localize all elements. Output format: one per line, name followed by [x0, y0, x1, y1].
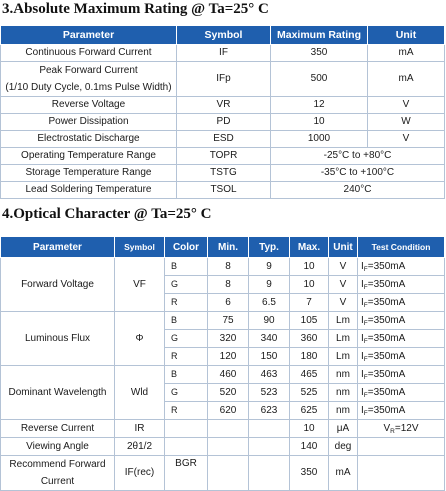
min-cell: 8 [208, 258, 249, 276]
rating-cell: -25°C to +80°C [271, 148, 445, 165]
min-cell: 6 [208, 294, 249, 312]
test-condition-cell: $I_F=350mA$ [358, 276, 445, 294]
color-cell: BGR [165, 456, 208, 491]
parameter-label-line1: Recommend Forward [9, 459, 106, 470]
min-cell: 75 [208, 312, 249, 330]
test-condition-cell [358, 456, 445, 491]
table-row [1, 456, 445, 491]
table-row [1, 258, 445, 276]
unit-cell: nm [329, 366, 358, 384]
parameter-cell: Reverse Current [1, 420, 115, 438]
test-condition-cell: $V_R=12V$ [358, 420, 445, 438]
table-row [1, 165, 445, 182]
symbol-cell: 2θ1/2 [115, 438, 165, 456]
rating-cell: 350 [271, 45, 368, 62]
max-cell: 625 [290, 402, 329, 420]
parameter-cell: Lead Soldering Temperature [1, 182, 177, 199]
table-row [1, 420, 445, 438]
symbol-cell: IR [115, 420, 165, 438]
optical-character-title: 4.Optical Character @ Ta=25° C [2, 206, 212, 222]
parameter-cell: Luminous Flux [1, 312, 115, 366]
color-cell: G [165, 384, 208, 402]
rating-cell: 1000 [271, 131, 368, 148]
rating-cell: 10 [271, 114, 368, 131]
color-cell: R [165, 294, 208, 312]
table-row [1, 312, 445, 330]
unit-cell: V [368, 131, 445, 148]
rating-cell: 240°C [271, 182, 445, 199]
test-condition-cell: $I_F=350mA$ [358, 384, 445, 402]
typ-cell: 340 [249, 330, 290, 348]
min-cell: 620 [208, 402, 249, 420]
symbol-cell: ESD [177, 131, 271, 148]
column-header-symbol: Symbol [177, 26, 271, 45]
typ-cell: 90 [249, 312, 290, 330]
parameter-cell: Electrostatic Discharge [1, 131, 177, 148]
max-cell: 7 [290, 294, 329, 312]
symbol-cell: VR [177, 97, 271, 114]
test-condition-cell: $I_F=350mA$ [358, 312, 445, 330]
max-cell: 350 [290, 456, 329, 491]
typ-cell: 9 [249, 276, 290, 294]
unit-cell: μA [329, 420, 358, 438]
unit-cell: V [368, 97, 445, 114]
unit-cell: deg [329, 438, 358, 456]
column-header-color: Color [165, 237, 208, 258]
color-cell [165, 438, 208, 456]
typ-cell: 523 [249, 384, 290, 402]
parameter-cell: Reverse Voltage [1, 97, 177, 114]
color-cell: B [165, 258, 208, 276]
optical-character-table [0, 236, 445, 491]
absolute-max-table [0, 25, 445, 199]
typ-cell [249, 438, 290, 456]
table-header-row [1, 237, 445, 258]
max-cell: 465 [290, 366, 329, 384]
table-row [1, 131, 445, 148]
column-header-max: Max. [290, 237, 329, 258]
symbol-cell: PD [177, 114, 271, 131]
test-condition-cell: $I_F=350mA$ [358, 402, 445, 420]
parameter-cell: Viewing Angle [1, 438, 115, 456]
max-cell: 140 [290, 438, 329, 456]
parameter-label: Peak Forward Current [39, 65, 138, 76]
parameter-cell: Storage Temperature Range [1, 165, 177, 182]
color-cell: B [165, 366, 208, 384]
table-row [1, 182, 445, 199]
min-cell [208, 420, 249, 438]
color-cell: B [165, 312, 208, 330]
max-cell: 180 [290, 348, 329, 366]
parameter-label-line2: Current [40, 476, 75, 487]
table-header-row [1, 26, 445, 45]
parameter-cell: Continuous Forward Current [1, 45, 177, 62]
table-row [1, 114, 445, 131]
test-condition-cell: $I_F=350mA$ [358, 294, 445, 312]
min-cell [208, 438, 249, 456]
parameter-cell [1, 62, 177, 97]
color-cell [165, 420, 208, 438]
color-cell: R [165, 402, 208, 420]
min-cell: 460 [208, 366, 249, 384]
max-cell: 525 [290, 384, 329, 402]
table-row [1, 62, 445, 97]
column-header-parameter: Parameter [1, 237, 115, 258]
table-row [1, 148, 445, 165]
unit-cell: W [368, 114, 445, 131]
max-cell: 360 [290, 330, 329, 348]
table-row [1, 97, 445, 114]
color-cell: G [165, 276, 208, 294]
max-cell: 10 [290, 276, 329, 294]
typ-cell: 463 [249, 366, 290, 384]
rating-cell: 12 [271, 97, 368, 114]
min-cell: 320 [208, 330, 249, 348]
typ-cell [249, 420, 290, 438]
unit-cell: Lm [329, 330, 358, 348]
min-cell: 520 [208, 384, 249, 402]
parameter-cell: Forward Voltage [1, 258, 115, 312]
min-cell: 120 [208, 348, 249, 366]
table-row [1, 45, 445, 62]
column-header-maximum-rating: Maximum Rating [271, 26, 368, 45]
unit-cell: V [329, 294, 358, 312]
column-header-unit: Unit [368, 26, 445, 45]
test-condition-cell: $I_F=350mA$ [358, 330, 445, 348]
typ-cell: 623 [249, 402, 290, 420]
color-cell: R [165, 348, 208, 366]
symbol-cell: VF [115, 258, 165, 312]
max-cell: 105 [290, 312, 329, 330]
parameter-cell: Dominant Wavelength [1, 366, 115, 420]
rating-cell: 500 [271, 62, 368, 97]
unit-cell: mA [368, 45, 445, 62]
table-row [1, 438, 445, 456]
typ-cell [249, 456, 290, 491]
column-header-test-condition: Test Condition [358, 237, 445, 258]
test-condition-cell: $I_F=350mA$ [358, 348, 445, 366]
symbol-cell: IF [177, 45, 271, 62]
symbol-cell: IF(rec) [115, 456, 165, 491]
rating-cell: -35°C to +100°C [271, 165, 445, 182]
unit-cell: Lm [329, 312, 358, 330]
symbol-cell: TSTG [177, 165, 271, 182]
typ-cell: 150 [249, 348, 290, 366]
symbol-cell: TOPR [177, 148, 271, 165]
max-cell: 10 [290, 420, 329, 438]
unit-cell: nm [329, 384, 358, 402]
min-cell [208, 456, 249, 491]
unit-cell: mA [368, 62, 445, 97]
test-condition-cell: $I_F=350mA$ [358, 366, 445, 384]
column-header-typ: Typ. [249, 237, 290, 258]
symbol-cell: IFp [177, 62, 271, 97]
column-header-parameter: Parameter [1, 26, 177, 45]
typ-cell: 6.5 [249, 294, 290, 312]
unit-cell: V [329, 276, 358, 294]
parameter-cell: Operating Temperature Range [1, 148, 177, 165]
unit-cell: nm [329, 402, 358, 420]
symbol-cell: Wld [115, 366, 165, 420]
parameter-note: (1/10 Duty Cycle, 0.1ms Pulse Width) [5, 82, 172, 93]
min-cell: 8 [208, 276, 249, 294]
parameter-cell [1, 456, 115, 491]
absolute-max-title: 3.Absolute Maximum Rating @ Ta=25° C [2, 1, 269, 17]
max-cell: 10 [290, 258, 329, 276]
unit-cell: mA [329, 456, 358, 491]
column-header-min: Min. [208, 237, 249, 258]
table-row [1, 366, 445, 384]
column-header-unit: Unit [329, 237, 358, 258]
symbol-cell: TSOL [177, 182, 271, 199]
unit-cell: V [329, 258, 358, 276]
column-header-symbol: Symbol [115, 237, 165, 258]
parameter-cell: Power Dissipation [1, 114, 177, 131]
unit-cell: Lm [329, 348, 358, 366]
color-cell: G [165, 330, 208, 348]
test-condition-cell [358, 438, 445, 456]
symbol-cell: Φ [115, 312, 165, 366]
test-condition-cell: $I_F=350mA$ [358, 258, 445, 276]
typ-cell: 9 [249, 258, 290, 276]
